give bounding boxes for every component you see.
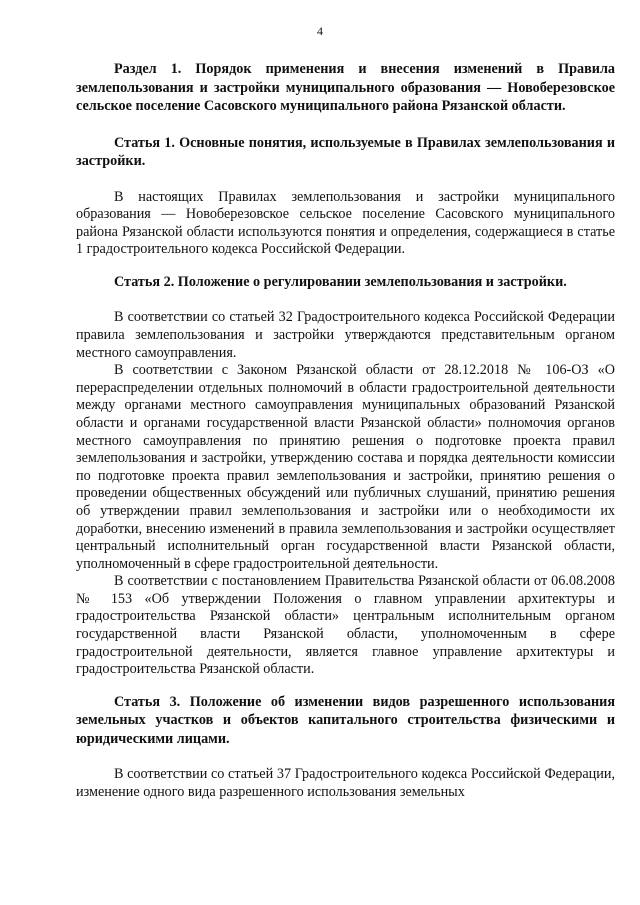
article-2-heading: Статья 2. Положение о регулировании землепользования и застройки. — [114, 273, 567, 290]
article-2-paragraph: В соответствии с постановлением Правительства Рязанской области от 06.08.2008 № 153 «Об утверждении Положения о главном управлении архитектуры и градостроительства Рязанской области» центральным исполнительным органом государственной власти Рязанской области, уполномоченным в сфере градостроительной деятельности, является главное управление архитектуры и градостроительства Рязанской области. — [76, 573, 615, 678]
article-2-paragraph: В соответствии с Законом Рязанской области от 28.12.2018 № 106-ОЗ «О перераспределении отдельных полномочий в области градостроительной деятельности между органами местного самоуправления муниципальных образований Рязанской области и органами государственной власти Рязанской области» полномочия органов местного самоуправления по принятию решения о подготовке проекта правил землепользования и застройки, утверждению состава и порядка деятельности комиссии по подготовке проекта правил землепользования и застройки, принятию решения о проведении общественных обсуждений или публичных слушаний, принятию решения об утверждении правил землепользования и застройки или о необходимости их доработки, внесению изменений в правила землепользования и застройки осуществляет центральный исполнительный орган государственной власти Рязанской области, уполномоченный в сфере градостроительной деятельности. — [76, 362, 615, 572]
page-content — [76, 60, 615, 802]
page-number: 4 — [317, 24, 323, 38]
article-2-paragraph: В соответствии со статьей 32 Градостроительного кодекса Российской Федерации правила землепользования и застройки утверждаются представительным органом местного самоуправления. — [76, 309, 615, 361]
section-heading: Раздел 1. Порядок применения и внесения изменений в Правила землепользования и застройки муниципального образования — Новоберезовское сельское поселение Сасовского муниципального района Рязанской области. — [76, 61, 615, 114]
article-1-paragraph: В настоящих Правилах землепользования и застройки муниципального образования — Новоберезовское сельское поселение Сасовского муниципального района Рязанской области используются понятия и определения, содержащиеся в статье 1 градостроительного кодекса Российской Федерации. — [76, 188, 615, 258]
article-3-paragraph: В соответствии со статьей 37 Градостроительного кодекса Российской Федерации, изменение одного вида разрешенного использования земельных — [76, 766, 615, 800]
article-1-heading: Статья 1. Основные понятия, используемые в Правилах землепользования и застройки. — [76, 134, 615, 169]
article-3-heading: Статья 3. Положение об изменении видов разрешенного использования земельных участков и объектов капитального строительства физическими и юридическими лицами. — [76, 693, 615, 747]
